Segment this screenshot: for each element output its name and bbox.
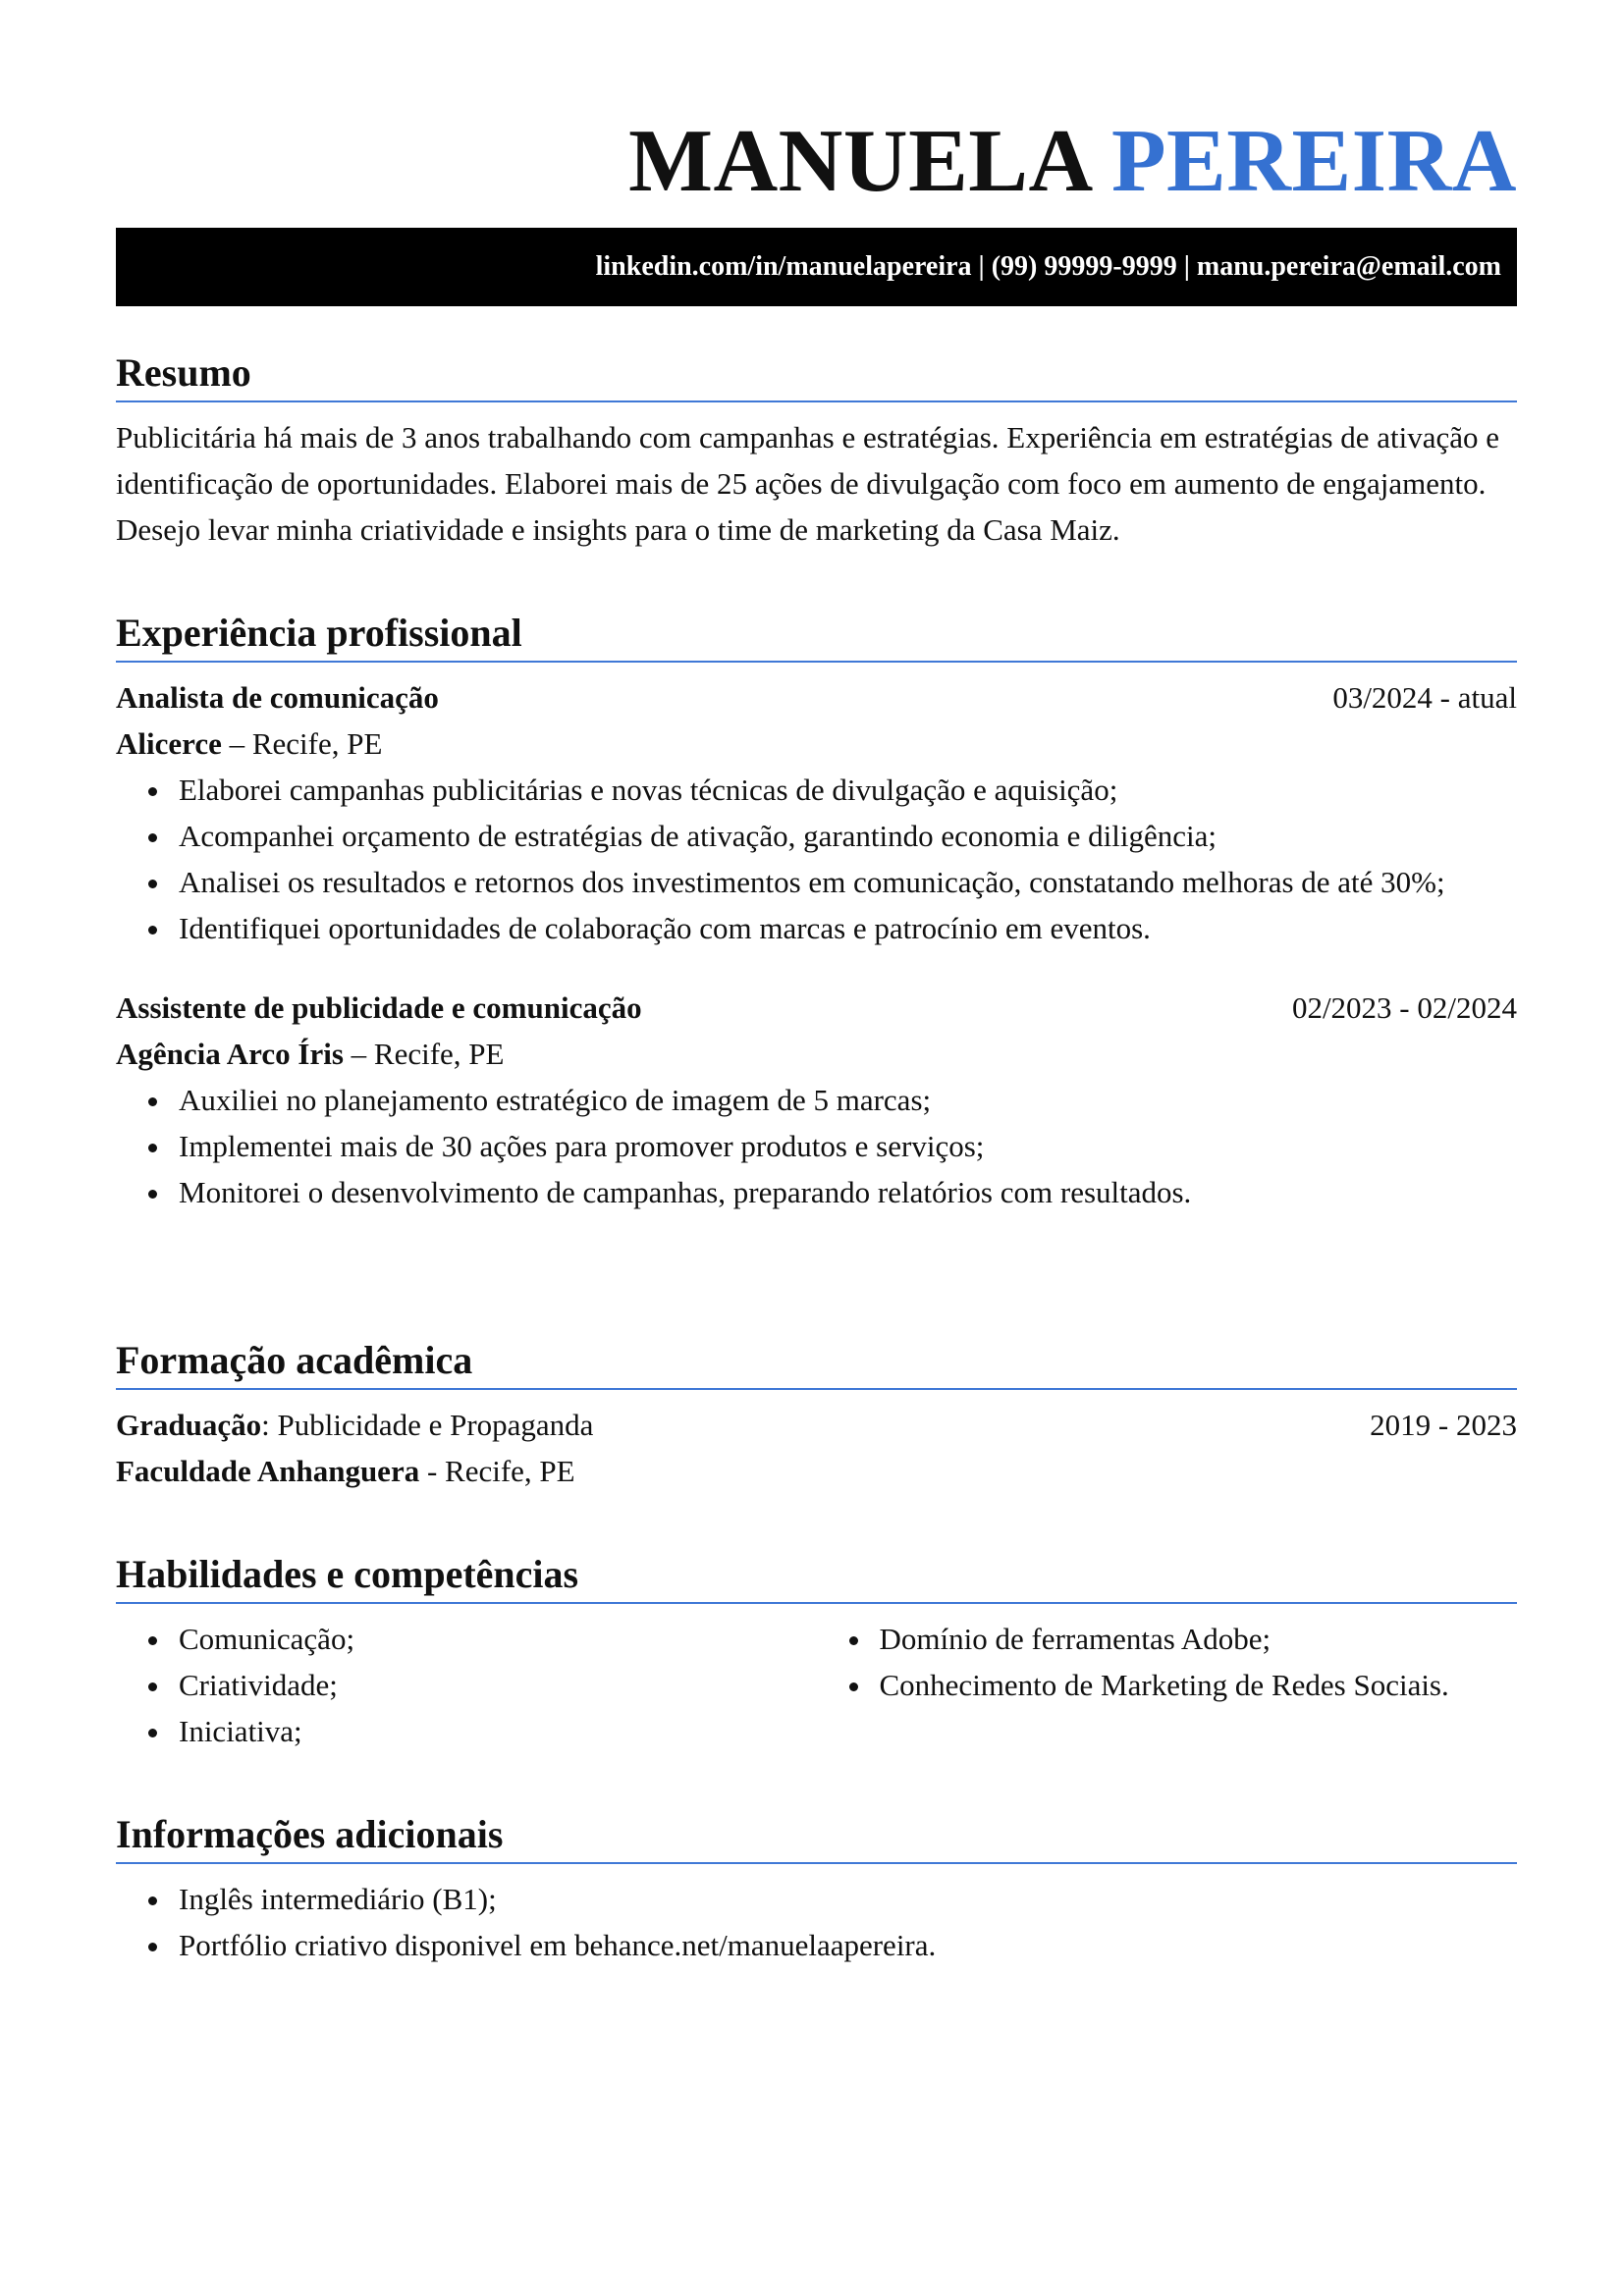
job-company-line	[116, 721, 1517, 767]
skills-columns	[116, 1616, 1517, 1754]
company-name: Alicerce	[116, 726, 222, 761]
company-name: Agência Arco Íris	[116, 1037, 344, 1071]
job-entry	[116, 674, 1517, 951]
skills-left-list	[116, 1616, 817, 1754]
job-entry	[116, 985, 1517, 1215]
education-entry	[116, 1402, 1517, 1494]
school-name: Faculdade Anhanguera	[116, 1454, 420, 1488]
summary-section	[116, 347, 1517, 553]
additional-section	[116, 1809, 1517, 1968]
job-header	[116, 674, 1517, 721]
section-title: Experiência profissional	[116, 608, 1517, 663]
list-item: Monitorei o desenvolvimento de campanhas, preparando relatórios com resultados.	[116, 1169, 1517, 1215]
section-title: Resumo	[116, 347, 1517, 402]
list-item: Domínio de ferramentas Adobe;	[817, 1616, 1518, 1662]
list-item: Inglês intermediário (B1);	[116, 1876, 1517, 1922]
first-name: MANUELA	[628, 111, 1089, 210]
experience-section	[116, 608, 1517, 1215]
section-title: Informações adicionais	[116, 1809, 1517, 1864]
job-bullets	[116, 1077, 1517, 1215]
additional-list	[116, 1876, 1517, 1968]
list-item: Criatividade;	[116, 1662, 817, 1708]
last-name: PEREIRA	[1110, 111, 1517, 210]
job-dates: 03/2024 - atual	[1332, 680, 1517, 715]
list-item: Acompanhei orçamento de estratégias de ativação, garantindo economia e diligência;	[116, 813, 1517, 859]
list-item: Portfólio criativo disponivel em behance.net/manuelaapereira.	[116, 1922, 1517, 1968]
degree-line	[116, 1402, 1517, 1448]
summary-text: Publicitária há mais de 3 anos trabalhando com campanhas e estratégias. Experiência em estratégias de ativação e identificação de oportunidades. Elaborei mais de 25 ações de divulgação com foco em aumento de engajamento. Desejo levar minha criatividade e insights para o time de marketing da Casa Maiz.	[116, 420, 1500, 547]
school-location: - Recife, PE	[419, 1454, 575, 1488]
list-item: Analisei os resultados e retornos dos investimentos em comunicação, constatando melhoras de até 30%;	[116, 859, 1517, 905]
list-item: Auxiliei no planejamento estratégico de imagem de 5 marcas;	[116, 1077, 1517, 1123]
job-dates: 02/2023 - 02/2024	[1291, 990, 1517, 1025]
degree-name: : Publicidade e Propaganda	[261, 1408, 594, 1442]
section-title: Habilidades e competências	[116, 1549, 1517, 1604]
list-item: Iniciativa;	[116, 1708, 817, 1754]
skills-section	[116, 1549, 1517, 1754]
list-item: Elaborei campanhas publicitárias e novas técnicas de divulgação e aquisição;	[116, 767, 1517, 813]
list-item: Implementei mais de 30 ações para promover produtos e serviços;	[116, 1123, 1517, 1169]
list-item: Conhecimento de Marketing de Redes Sociais.	[817, 1662, 1518, 1708]
education-dates: 2019 - 2023	[1370, 1408, 1517, 1442]
school-line	[116, 1448, 1517, 1494]
contact-bar: linkedin.com/in/manuelapereira | (99) 99999-9999 | manu.pereira@email.com	[116, 228, 1517, 306]
list-item: Identifiquei oportunidades de colaboração com marcas e patrocínio em eventos.	[116, 905, 1517, 951]
education-section	[116, 1335, 1517, 1494]
job-company-line	[116, 1031, 1517, 1077]
job-role: Analista de comunicação	[116, 680, 439, 715]
candidate-name	[116, 110, 1517, 212]
skills-right-list	[817, 1616, 1518, 1754]
degree-label: Graduação	[116, 1408, 262, 1442]
company-location: – Recife, PE	[221, 726, 383, 761]
company-location: – Recife, PE	[343, 1037, 505, 1071]
section-title: Formação acadêmica	[116, 1335, 1517, 1390]
job-header	[116, 985, 1517, 1031]
job-bullets	[116, 767, 1517, 951]
list-item: Comunicação;	[116, 1616, 817, 1662]
job-role: Assistente de publicidade e comunicação	[116, 990, 642, 1025]
